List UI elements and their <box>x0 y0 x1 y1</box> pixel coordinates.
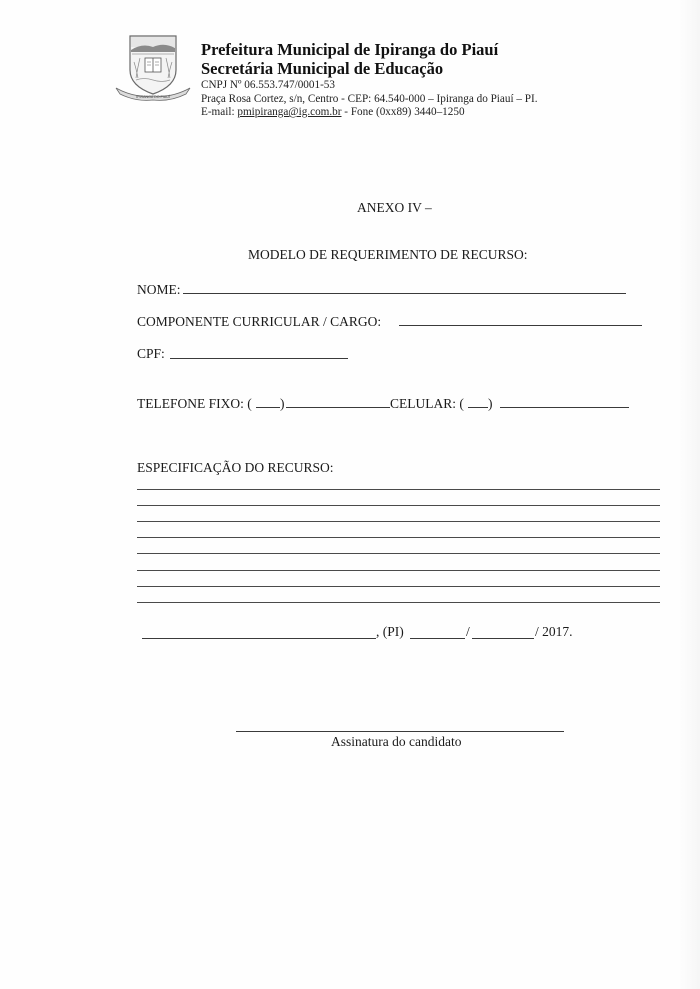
especificacao-line-1[interactable] <box>137 489 660 490</box>
celular-ddd-field[interactable] <box>468 407 488 408</box>
signature-caption: Assinatura do candidato <box>331 734 462 749</box>
annex-title: ANEXO IV – <box>357 200 432 215</box>
month-field[interactable] <box>472 638 534 639</box>
especificacao-line-3[interactable] <box>137 521 660 522</box>
especificacao-line-4[interactable] <box>137 537 660 538</box>
address-text: Praça Rosa Cortez, s/n, Centro - CEP: 64.540-000 – Ipiranga do Piauí – PI. <box>201 93 538 105</box>
form-title: MODELO DE REQUERIMENTO DE RECURSO: <box>248 247 528 262</box>
especificacao-line-5[interactable] <box>137 553 660 554</box>
cpf-label: CPF: <box>137 346 165 361</box>
telefone-label: TELEFONE FIXO: ( <box>137 396 252 411</box>
contact-line <box>201 105 465 119</box>
coat-of-arms-icon <box>114 34 192 102</box>
especificacao-label: ESPECIFICAÇÃO DO RECURSO: <box>137 460 334 475</box>
telefone-ddd-close: ) <box>280 396 285 411</box>
telefone-field[interactable] <box>286 407 390 408</box>
signature-line[interactable] <box>236 731 564 732</box>
crest-ribbon-text: IPIRANGA DO PIAUÍ <box>136 95 170 99</box>
especificacao-line-6[interactable] <box>137 570 660 571</box>
date-separator: / <box>466 624 470 639</box>
celular-ddd-close: ) <box>488 396 493 411</box>
especificacao-line-8[interactable] <box>137 602 660 603</box>
cpf-field[interactable] <box>170 358 348 359</box>
org-name: Prefeitura Municipal de Ipiranga do Piauí <box>201 40 499 59</box>
email-link[interactable]: pmipiranga@ig.com.br <box>237 106 342 118</box>
state-text: , (PI) <box>376 624 404 639</box>
celular-field[interactable] <box>500 407 629 408</box>
scan-edge-artifact <box>678 0 700 989</box>
especificacao-line-2[interactable] <box>137 505 660 506</box>
nome-label: NOME: <box>137 282 181 297</box>
especificacao-line-7[interactable] <box>137 586 660 587</box>
city-field[interactable] <box>142 638 376 639</box>
celular-label: CELULAR: ( <box>390 396 464 411</box>
day-field[interactable] <box>410 638 465 639</box>
telefone-ddd-field[interactable] <box>256 407 280 408</box>
cargo-field[interactable] <box>399 325 642 326</box>
cnpj-text: CNPJ Nº 06.553.747/0001-53 <box>201 79 335 91</box>
year-text: / 2017. <box>535 624 573 639</box>
phone-text: - Fone (0xx89) 3440–1250 <box>341 106 465 118</box>
department-name: Secretária Municipal de Educação <box>201 59 444 78</box>
cargo-label: COMPONENTE CURRICULAR / CARGO: <box>137 314 382 329</box>
nome-field[interactable] <box>183 293 626 294</box>
email-label: E-mail: <box>201 106 238 118</box>
